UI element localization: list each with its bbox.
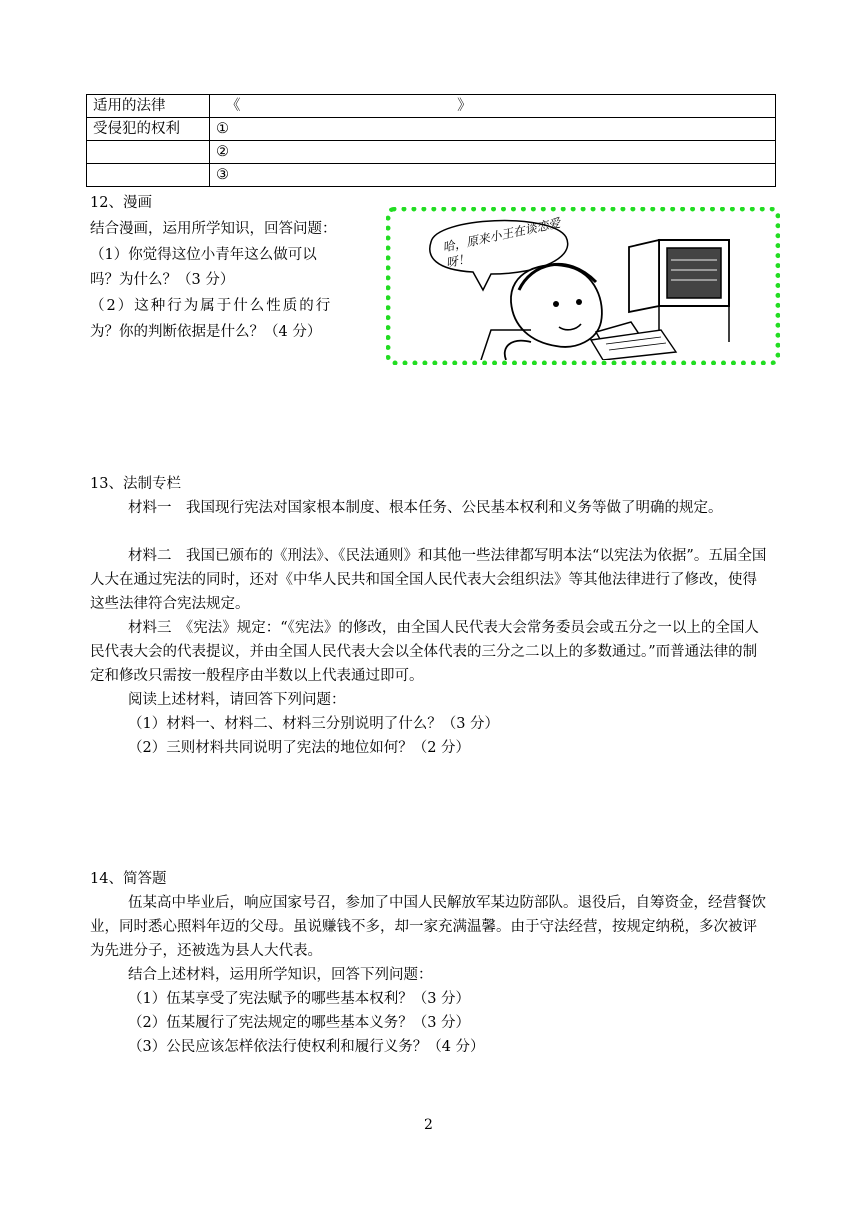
table-cell: 受侵犯的权利	[87, 118, 210, 141]
q13-prompt: 阅读上述材料，请回答下列问题：	[128, 692, 346, 708]
table-cell: 适用的法律	[87, 95, 210, 118]
q13-question: （1）材料一、材料二、材料三分别说明了什么？（3 分）	[128, 716, 500, 732]
table-row	[87, 95, 776, 118]
page-number: 2	[424, 1117, 433, 1133]
cartoon-frame	[386, 207, 780, 365]
q14-question: （2）伍某履行了宪法规定的哪些基本义务？（3 分）	[128, 1015, 471, 1031]
q14-prompt: 结合上述材料，运用所学知识，回答下列问题：	[128, 967, 433, 983]
table-cell	[87, 141, 210, 164]
q12-line: （1）你觉得这位小青年这么做可以	[90, 247, 317, 263]
table-row	[87, 141, 776, 164]
table-cell	[87, 164, 210, 187]
q14-question: （3）公民应该怎样依法行使权利和履行义务？（4 分）	[128, 1039, 485, 1055]
table-cell: 《 》	[210, 95, 776, 118]
table-row	[87, 118, 776, 141]
cartoon-speech-text: 哈，原来小王在谈恋爱呀！	[441, 215, 562, 271]
q13-heading: 13、法制专栏	[90, 476, 181, 492]
law-table	[86, 94, 776, 187]
q13-material-3: 材料三 《宪法》规定：“《宪法》的修改，由全国人民代表大会常务委员会或五分之一以上的全国人民代表大会的代表提议，并由全国人民代表大会以全体代表的三分之二以上的多数通过。”而普通法律的制定和修改只需按一般程序由半数以上代表通过即可。	[90, 620, 759, 684]
q14-question: （1）伍某享受了宪法赋予的哪些基本权利？（3 分）	[128, 991, 471, 1007]
table-row	[87, 164, 776, 187]
q12-heading: 12、漫画	[90, 195, 152, 211]
q13-material-1: 材料一 我国现行宪法对国家根本制度、根本任务、公民基本权利和义务等做了明确的规定。	[128, 500, 723, 516]
q14-body: 伍某高中毕业后，响应国家号召，参加了中国人民解放军某边防部队。退役后，自筹资金，经营餐饮业，同时悉心照料年迈的父母。虽说赚钱不多，却一家充满温馨。由于守法经营，按规定纳税，多次被评为先进分子，还被选为县人大代表。	[90, 895, 766, 959]
q12-line: 为？你的判断依据是什么？（4 分）	[90, 324, 322, 340]
table-cell: ③	[210, 164, 776, 187]
cartoon-illustration	[391, 212, 775, 360]
q13-question: （2）三则材料共同说明了宪法的地位如何？（2 分）	[128, 740, 471, 756]
q12-line: 结合漫画，运用所学知识，回答问题：	[90, 221, 337, 237]
q12-line: （2）这种行为属于什么性质的行	[90, 298, 333, 314]
q12-line: 吗？为什么？（3 分）	[90, 272, 235, 288]
q14-heading: 14、简答题	[90, 871, 167, 887]
q13-material-2: 材料二 我国已颁布的《刑法》、《民法通则》和其他一些法律都写明本法“以宪法为依据”。五届全国人大在通过宪法的同时，还对《中华人民共和国全国人民代表大会组织法》等其他法律进行了修改，使得这些法律符合宪法规定。	[90, 548, 767, 612]
table-cell: ②	[210, 141, 776, 164]
table-cell: ①	[210, 118, 776, 141]
